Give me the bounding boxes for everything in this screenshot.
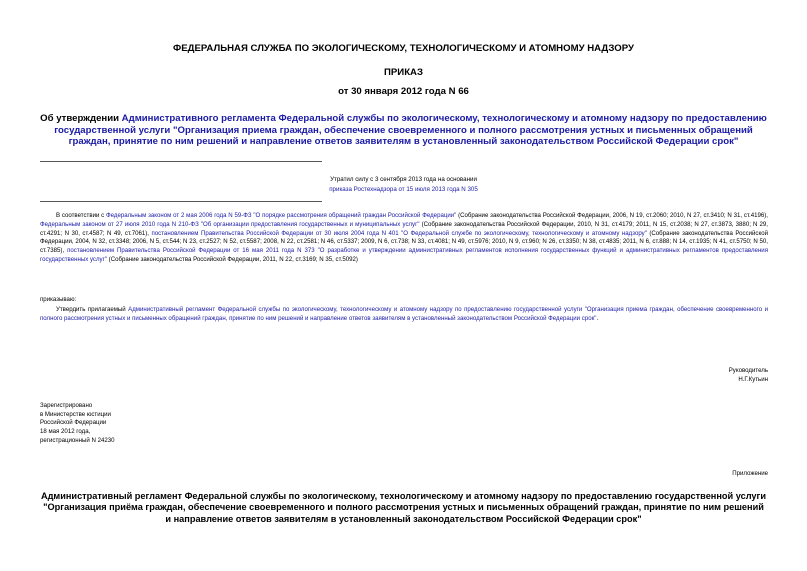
document-type: ПРИКАЗ (384, 67, 423, 78)
signature-name: Н.Г.Кутьин (738, 375, 768, 383)
resolution-401-link[interactable]: постановлением Правительства Российской Федерации от 30 июля 2004 года N 401 "О Федеральной службе по экологическому, технологическому и атомному надзору" (151, 229, 647, 237)
order-text-1: Утвердить прилагаемый (56, 306, 129, 313)
law-210fz-link[interactable]: Федеральным законом от 27 июля 2010 года N 210-ФЗ "Об организации предоставления государственных и муниципальных услуг" (40, 220, 420, 228)
divider-top (40, 161, 322, 162)
signature-role: Руководитель (728, 367, 768, 374)
document-title (40, 113, 767, 148)
registration-line: регистрационный N 24230 (40, 436, 115, 444)
preamble-text-2: (Собрание законодательства Российской Федерации, 2006, N 19, ст.2060; 2010, N 27, ст.3410; N 31, ст.4196), (456, 212, 769, 219)
title-regulation-link[interactable]: Административного регламента Федеральной службы по экологическому, технологическому и атомному надзору по предоставлению государственной услуги "Организация приема граждан, обеспечение своевременного и полного рассмотрения устных и письменных обращений граждан, принятие по ним решений и направление ответов заявителям в установленный законодательством Российской Федерации срок" (54, 113, 767, 147)
registration-line: 18 мая 2012 года, (40, 428, 91, 436)
agency-name: ФЕДЕРАЛЬНАЯ СЛУЖБА ПО ЭКОЛОГИЧЕСКОМУ, ТЕХНОЛОГИЧЕСКОМУ И АТОМНОМУ НАДЗОРУ (173, 43, 634, 54)
signature-block (560, 367, 768, 385)
lost-force-link[interactable]: приказа Ростехнадзора от 15 июля 2013 года N 305 (329, 185, 478, 193)
preamble-paragraph (40, 212, 768, 265)
divider-bottom (40, 201, 322, 202)
preamble-text-5: (Собрание законодательства Российской Федерации, 2011, N 22, ст.3169; N 35, ст.5092) (106, 255, 358, 263)
registration-line: в Министерстве юстиции (40, 410, 111, 418)
lost-force-text: Утратил силу с 3 сентября 2013 года на основании (330, 176, 477, 183)
registration-line: Зарегистрировано (40, 402, 93, 409)
title-prefix: Об утверждении (40, 113, 122, 124)
preamble-text-1: В соответствии с (56, 212, 107, 219)
document-date-number: от 30 января 2012 года N 66 (338, 86, 469, 97)
order-paragraph (40, 306, 768, 324)
resolution-373-link[interactable]: постановлением Правительства Российской Федерации от 16 мая 2011 года N 373 "О разработке и утверждении административных регламентов исполнения государственных функций и административных регламентов предоставления государственных услуг" (40, 247, 769, 263)
registration-line: Российской Федерации (40, 419, 107, 427)
preamble-text-3: (Собрание законодательства Российской Федерации, 2010, N 31, ст.4179; 2011, N 15, ст.2038; N 27, ст.3873, 3880; N 29, ст.4291; N 30, ст.4587; N 49, ст.7061), (40, 220, 769, 237)
regulation-link[interactable]: Административный регламент Федеральной службы по экологическому, технологическому и атомному надзору по предоставлению государственной услуги "Организация приема граждан, обеспечение своевременного и полного рассмотрения устных и письменных обращений граждан, принятие по ним решений и направление ответов заявителям в установленный законодательством Российской Федерации срок" (40, 306, 768, 322)
appendix-title: Административный регламент Федеральной службы по экологическому, технологическому и атомному надзору по предоставлению государственной услуги "Организация приёма граждан, обеспечение своевременного и полного рассмотрения устных и письменных обращений граждан, принятие по ним решений и направление ответов заявителям в установленный законодательством Российской Федерации срок" (40, 491, 767, 524)
order-text-2: . (596, 314, 599, 322)
lost-force-note (250, 175, 557, 194)
appendix-label: Приложение (732, 470, 768, 477)
preamble-text-4: (Собрание законодательства Российской Федерации, 2004, N 32, ст.3348; 2006, N 5, ст.544; N 23, ст.2527; N 52, ст.5587; 2008, N 22, ст.2581; N 46, ст.5337; 2009, N 6, ст.738; N 33, ст.4081; N 49, ст.5976; 2010, N 9, ст.960; N 26, ст.3350; N 38, ст.4835; 2011, N 6, ст.888; N 14, ст.1935; N 41, ст.5750; N 50, ст.7385), (40, 229, 769, 255)
registration-block (40, 402, 115, 446)
law-59fz-link[interactable]: Федеральным законом от 2 мая 2006 года N 59-ФЗ "О порядке рассмотрения обращений граждан Российской Федерации" (106, 212, 457, 219)
order-word: приказываю: (40, 296, 77, 303)
